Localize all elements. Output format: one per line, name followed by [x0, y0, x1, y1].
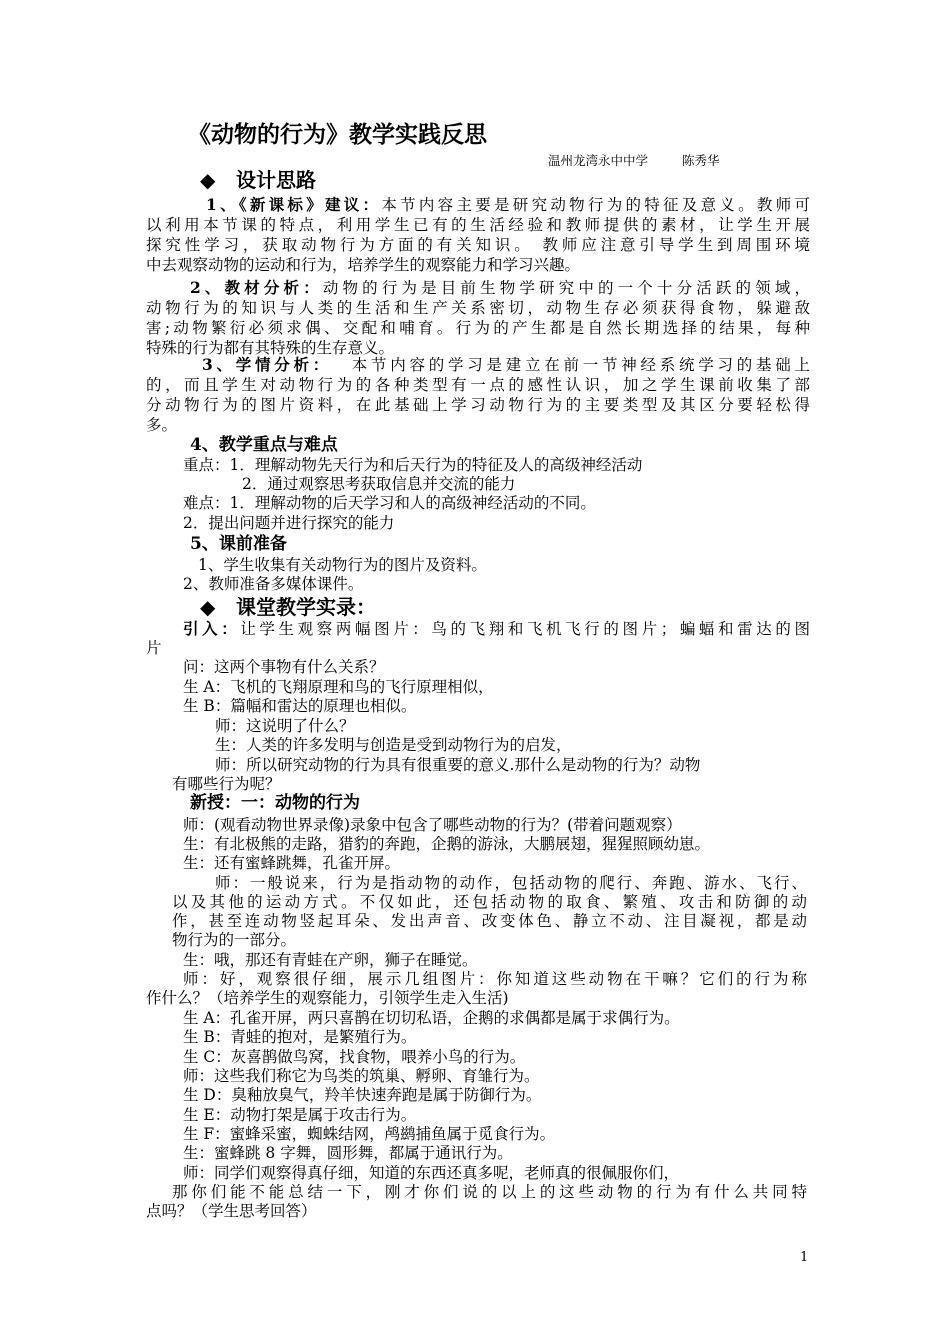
paragraph-line: 害;动物繁衍必须求偶、交配和哺育。行为的产生都是自然长期选择的结果，每种 — [146, 319, 810, 337]
section-heading-text: 课堂教学实录： — [236, 595, 376, 619]
dialog-line: 生：还有蜜蜂跳舞，孔雀开屏。 — [183, 854, 401, 872]
subheading-new-lesson: 新授：一：动物的行为 — [190, 793, 360, 813]
author-school: 温州龙湾永中中学 — [548, 153, 649, 168]
paragraph-label: 2、教材分析： — [190, 278, 323, 297]
dialog-line: 作，甚至连动物竖起耳朵、发出声音、改变体色、静立不动、注目凝视，都是动 — [172, 912, 807, 930]
paragraph-label: 1、《新课标》建议： — [206, 195, 382, 214]
dialog-line: 生 E：动物打架是属于攻击行为。 — [183, 1106, 417, 1124]
dialog-line: 生 A：孔雀开屏，两只喜鹊在切切私语，企鹅的求偶都是属于求偶行为。 — [183, 1009, 680, 1027]
paragraph-line: 3、学情分析： 本节内容的学习是建立在前一节神经系统学习的基础上 — [202, 355, 810, 374]
paragraph-line: 2、教材分析：动物的行为是目前生物学研究中的一个十分活跃的领域， — [190, 278, 810, 297]
dialog-line: 师：这些我们称它为鸟类的筑巢、孵卵、育雏行为。 — [183, 1067, 540, 1085]
intro-line: 引入：让学生观察两幅图片：鸟的飞翔和飞机飞行的图片；蝙蝠和雷达的图 — [183, 619, 810, 638]
paragraph-line: 探究性学习，获取动物行为方面的有关知识。 教师应注意引导学生到周围环境 — [146, 236, 810, 254]
dialog-line: 作什么？（培养学生的观察能力，引领学生走入生活) — [146, 989, 509, 1007]
dialog-line: 师：好，观察很仔细，展示几组图片：你知道这些动物在干嘛？它们的行为称 — [183, 970, 807, 988]
section-heading-design — [200, 168, 316, 192]
paragraph-line: 多。 — [146, 416, 178, 434]
difficulty-line: 2．提出问题并进行探究的能力 — [183, 514, 395, 532]
page-title: 《动物的行为》教学实践反思 — [188, 121, 487, 148]
dialog-line: 生：哦，那还有青蛙在产卵，狮子在睡觉。 — [183, 951, 478, 969]
dialog-line: 生：人类的许多发明与创造是受到动物行为的启发， — [215, 736, 572, 754]
dialog-line: 点吗？（学生思考回答） — [146, 1202, 317, 1220]
paragraph-line: 以利用本节课的特点，利用学生已有的生活经验和教师提供的素材，让学生开展 — [146, 216, 810, 234]
dialog-line: 生：有北极熊的走路，猎豹的奔跑，企鹅的游泳，大鹏展翅，猩猩照顾幼崽。 — [183, 835, 711, 853]
dialog-line: 生 A：飞机的飞翔原理和鸟的飞行原理相似， — [183, 678, 494, 696]
section-heading-text: 设计思路 — [236, 168, 316, 192]
dialog-line: 生 D：臭釉放臭气，羚羊快速奔跑是属于防御行为。 — [183, 1086, 542, 1104]
dialog-line: 师：同学们观察得真仔细，知道的东西还真多呢，老师真的很佩服你们， — [183, 1164, 680, 1182]
dialog-line: 生：蜜蜂跳 8 字舞，圆形舞，都属于通讯行为。 — [183, 1144, 513, 1162]
paragraph-label: 3、学情分析： — [202, 355, 333, 374]
dialog-line: 师：(观看动物世界录像)录象中包含了哪些动物的行为？(带着问题观察） — [183, 816, 682, 834]
dialog-line: 师：所以研究动物的行为具有很重要的意义.那什么是动物的行为？动物 — [215, 756, 701, 774]
dialog-line: 生 B：篇幅和雷达的原理也相似。 — [183, 697, 417, 715]
diamond-bullet-icon: ◆ — [200, 168, 216, 192]
section-heading-record — [200, 595, 376, 619]
dialog-line: 有哪些行为呢？ — [172, 775, 281, 793]
dialog-line: 物行为的一部分。 — [172, 931, 297, 949]
intro-label: 引入： — [183, 619, 241, 638]
dialog-line: 生 F：蜜蜂采蜜，蜘蛛结网，鸬鹚捕鱼属于觅食行为。 — [183, 1125, 556, 1143]
paragraph-line: 特殊的行为都有其特殊的生存意义。 — [146, 339, 395, 357]
difficulty-line: 难点：1．理解动物的后天学习和人的高级神经活动的不同。 — [183, 494, 596, 512]
subheading-key-points: 4、教学重点与难点 — [190, 435, 338, 455]
key-point-line: 2．通过观察思考获取信息并交流的能力 — [242, 475, 516, 493]
preparation-line: 2、教师准备多媒体课件。 — [183, 575, 364, 593]
key-point-line: 重点：1．理解动物先天行为和后天行为的特征及人的高级神经活动 — [183, 456, 643, 474]
dialog-line: 生 C：灰喜鹊做鸟窝，找食物，喂养小鸟的行为。 — [183, 1048, 526, 1066]
paragraph-line: 分动物行为的图片资料，在此基础上学习动物行为的主要类型及其区分要轻松得 — [146, 396, 810, 414]
dialog-line: 那你们能不能总结一下，刚才你们说的以上的这些动物的行为有什么共同特 — [172, 1183, 807, 1201]
paragraph-line: 的，而且学生对动物行为的各种类型有一点的感性认识，加之学生课前收集了部 — [146, 376, 810, 394]
preparation-line: 1、学生收集有关动物行为的图片及资料。 — [198, 556, 487, 574]
dialog-line: 师：一般说来，行为是指动物的动作，包括动物的爬行、奔跑、游水、飞行、 — [215, 874, 807, 892]
paragraph-line: 1、《新课标》建议：本节内容主要是研究动物行为的特征及意义。教师可 — [206, 195, 810, 214]
dialog-line: 师：这说明了什么？ — [215, 717, 355, 735]
dialog-line: 问：这两个事物有什么关系？ — [183, 658, 385, 676]
subheading-preparation: 5、课前准备 — [190, 534, 287, 554]
paragraph-line: 动物行为的知识与人类的生活和生产关系密切，动物生存必须获得食物，躲避敌 — [146, 299, 810, 317]
diamond-bullet-icon: ◆ — [200, 595, 216, 619]
dialog-line: 生 B：青蛙的抱对，是繁殖行为。 — [183, 1028, 417, 1046]
intro-line: 片 — [146, 639, 162, 657]
page-number: 1 — [800, 1250, 809, 1265]
author-name: 陈秀华 — [682, 153, 720, 168]
dialog-line: 以及其他的运动方式。不仅如此，还包括动物的取食、繁殖、攻击和防御的动 — [172, 893, 807, 911]
paragraph-line: 中去观察动物的运动和行为，培养学生的观察能力和学习兴趣。 — [146, 256, 581, 274]
